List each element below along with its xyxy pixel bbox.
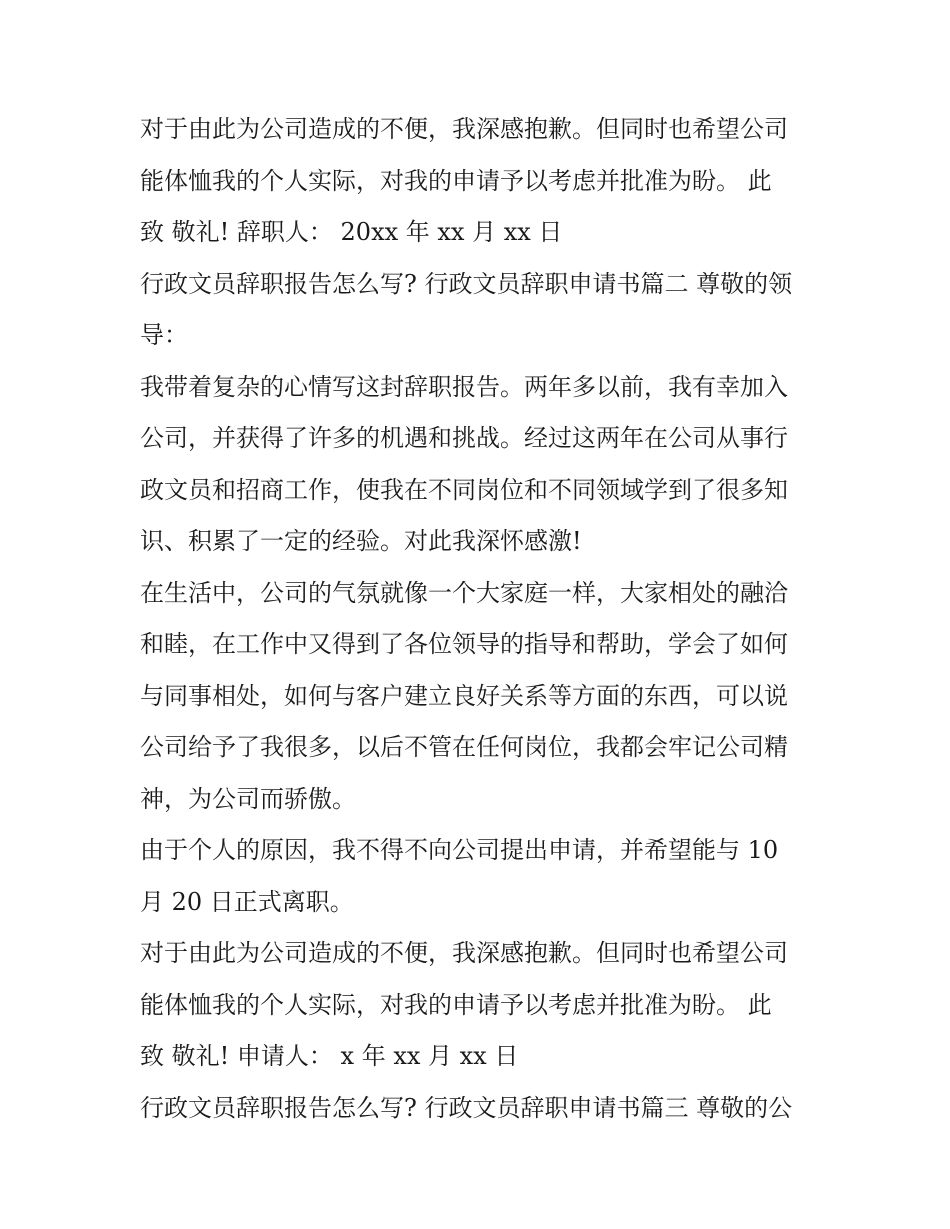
document-body xyxy=(140,104,812,1134)
text-line: 我带着复杂的心情写这封辞职报告。两年多以前，我有幸加入 xyxy=(140,372,788,401)
text-line: 行政文员辞职报告怎么写? 行政文员辞职申请书篇二 尊敬的领 xyxy=(140,269,793,298)
text-line: 与同事相处，如何与客户建立良好关系等方面的东西，可以说 xyxy=(140,681,788,710)
text-line: 能体恤我的个人实际，对我的申请予以考虑并批准为盼。 此 xyxy=(140,166,772,195)
text-line: 政文员和招商工作，使我在不同岗位和不同领域学到了很多知 xyxy=(140,475,788,504)
text-line: 公司给予了我很多，以后不管在任何岗位，我都会牢记公司精 xyxy=(140,733,788,761)
text-line: 行政文员辞职报告怎么写? 行政文员辞职申请书篇三 尊敬的公 xyxy=(140,1093,793,1122)
text-line: 在生活中，公司的气氛就像一个大家庭一样，大家相处的融洽 xyxy=(140,578,788,607)
text-line: 致 敬礼! 辞职人： 20xx 年 xx 月 xx 日 xyxy=(140,218,563,246)
text-line: 识、积累了一定的经验。对此我深怀感激! xyxy=(140,527,582,555)
text-line: 导： xyxy=(140,321,188,349)
text-line: 对于由此为公司造成的不便，我深感抱歉。但同时也希望公司 xyxy=(140,115,788,143)
text-line: 对于由此为公司造成的不便，我深感抱歉。但同时也希望公司 xyxy=(140,939,788,967)
text-line: 能体恤我的个人实际，对我的申请予以考虑并批准为盼。 此 xyxy=(140,990,772,1019)
text-line: 神，为公司而骄傲。 xyxy=(140,784,356,813)
text-line: 致 敬礼! 申请人： x 年 xx 月 xx 日 xyxy=(140,1042,519,1070)
text-line: 月 20 日正式离职。 xyxy=(140,887,354,916)
text-line: 和睦，在工作中又得到了各位领导的指导和帮助，学会了如何 xyxy=(140,630,788,658)
text-line: 由于个人的原因，我不得不向公司提出申请，并希望能与 10 xyxy=(140,836,779,864)
text-line: 公司，并获得了许多的机遇和挑战。经过这两年在公司从事行 xyxy=(140,424,788,452)
